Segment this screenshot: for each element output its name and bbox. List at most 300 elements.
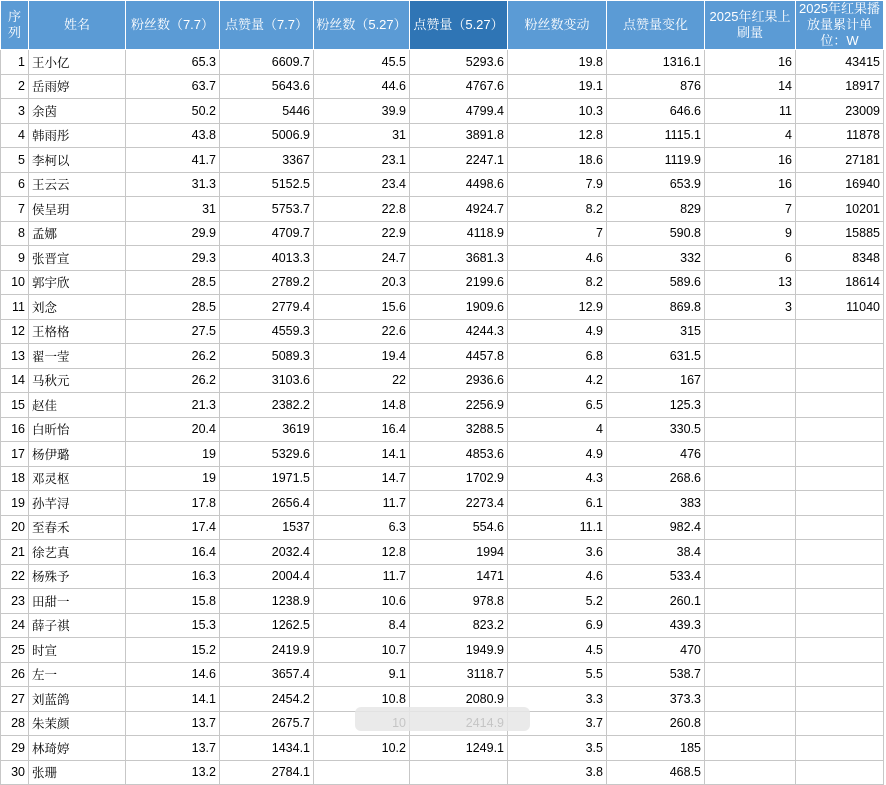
value-cell[interactable]: 260.1 xyxy=(607,589,705,614)
table-row[interactable] xyxy=(1,417,884,442)
value-cell[interactable]: 589.6 xyxy=(607,270,705,295)
value-cell[interactable] xyxy=(705,760,796,785)
value-cell[interactable]: 1971.5 xyxy=(220,466,314,491)
value-cell[interactable]: 4.3 xyxy=(508,466,607,491)
value-cell[interactable] xyxy=(705,687,796,712)
value-cell[interactable]: 3 xyxy=(705,295,796,320)
row-index-cell[interactable]: 14 xyxy=(1,368,29,393)
value-cell[interactable]: 27181 xyxy=(796,148,884,173)
value-cell[interactable]: 533.4 xyxy=(607,564,705,589)
value-cell[interactable]: 45.5 xyxy=(314,50,410,75)
table-row[interactable] xyxy=(1,564,884,589)
value-cell[interactable] xyxy=(796,515,884,540)
name-cell[interactable]: 白昕怡 xyxy=(29,417,126,442)
value-cell[interactable] xyxy=(796,368,884,393)
value-cell[interactable]: 18.6 xyxy=(508,148,607,173)
value-cell[interactable]: 2936.6 xyxy=(410,368,508,393)
value-cell[interactable] xyxy=(796,540,884,565)
value-cell[interactable] xyxy=(410,760,508,785)
value-cell[interactable]: 12.8 xyxy=(508,123,607,148)
name-cell[interactable]: 赵佳 xyxy=(29,393,126,418)
column-header[interactable]: 姓名 xyxy=(29,1,126,50)
value-cell[interactable]: 65.3 xyxy=(126,50,220,75)
value-cell[interactable]: 28.5 xyxy=(126,270,220,295)
table-row[interactable] xyxy=(1,613,884,638)
value-cell[interactable]: 3.5 xyxy=(508,736,607,761)
value-cell[interactable]: 10.2 xyxy=(314,736,410,761)
value-cell[interactable]: 330.5 xyxy=(607,417,705,442)
value-cell[interactable]: 11.7 xyxy=(314,491,410,516)
value-cell[interactable] xyxy=(796,344,884,369)
value-cell[interactable]: 14.7 xyxy=(314,466,410,491)
table-row[interactable] xyxy=(1,270,884,295)
value-cell[interactable]: 1249.1 xyxy=(410,736,508,761)
value-cell[interactable]: 19.1 xyxy=(508,74,607,99)
value-cell[interactable]: 43415 xyxy=(796,50,884,75)
value-cell[interactable]: 383 xyxy=(607,491,705,516)
row-index-cell[interactable]: 6 xyxy=(1,172,29,197)
value-cell[interactable]: 6.8 xyxy=(508,344,607,369)
value-cell[interactable]: 125.3 xyxy=(607,393,705,418)
value-cell[interactable]: 31 xyxy=(126,197,220,222)
row-index-cell[interactable]: 11 xyxy=(1,295,29,320)
value-cell[interactable] xyxy=(705,368,796,393)
value-cell[interactable]: 439.3 xyxy=(607,613,705,638)
value-cell[interactable]: 14.1 xyxy=(126,687,220,712)
value-cell[interactable]: 3118.7 xyxy=(410,662,508,687)
value-cell[interactable]: 14.6 xyxy=(126,662,220,687)
value-cell[interactable]: 14.8 xyxy=(314,393,410,418)
row-index-cell[interactable]: 27 xyxy=(1,687,29,712)
value-cell[interactable]: 2784.1 xyxy=(220,760,314,785)
value-cell[interactable] xyxy=(796,417,884,442)
name-cell[interactable]: 孙芊浔 xyxy=(29,491,126,516)
table-row[interactable] xyxy=(1,638,884,663)
value-cell[interactable]: 6.1 xyxy=(508,491,607,516)
name-cell[interactable]: 至春禾 xyxy=(29,515,126,540)
value-cell[interactable]: 476 xyxy=(607,442,705,467)
value-cell[interactable]: 2675.7 xyxy=(220,711,314,736)
table-row[interactable] xyxy=(1,736,884,761)
value-cell[interactable]: 22.8 xyxy=(314,197,410,222)
value-cell[interactable]: 23.4 xyxy=(314,172,410,197)
name-cell[interactable]: 翟一莹 xyxy=(29,344,126,369)
name-cell[interactable]: 刘念 xyxy=(29,295,126,320)
value-cell[interactable]: 63.7 xyxy=(126,74,220,99)
table-row[interactable] xyxy=(1,246,884,271)
value-cell[interactable] xyxy=(796,564,884,589)
table-row[interactable] xyxy=(1,344,884,369)
value-cell[interactable]: 5.5 xyxy=(508,662,607,687)
column-header[interactable]: 粉丝数（7.7） xyxy=(126,1,220,50)
row-index-cell[interactable]: 29 xyxy=(1,736,29,761)
value-cell[interactable]: 15.8 xyxy=(126,589,220,614)
value-cell[interactable]: 6 xyxy=(705,246,796,271)
name-cell[interactable]: 岳雨婷 xyxy=(29,74,126,99)
value-cell[interactable]: 3.7 xyxy=(508,711,607,736)
value-cell[interactable]: 5753.7 xyxy=(220,197,314,222)
name-cell[interactable]: 王格格 xyxy=(29,319,126,344)
value-cell[interactable]: 6.9 xyxy=(508,613,607,638)
value-cell[interactable]: 167 xyxy=(607,368,705,393)
value-cell[interactable]: 38.4 xyxy=(607,540,705,565)
table-row[interactable] xyxy=(1,295,884,320)
value-cell[interactable]: 19 xyxy=(126,466,220,491)
table-row[interactable] xyxy=(1,589,884,614)
value-cell[interactable]: 4.6 xyxy=(508,246,607,271)
value-cell[interactable]: 4498.6 xyxy=(410,172,508,197)
row-index-cell[interactable]: 9 xyxy=(1,246,29,271)
value-cell[interactable]: 7.9 xyxy=(508,172,607,197)
value-cell[interactable]: 5293.6 xyxy=(410,50,508,75)
value-cell[interactable]: 332 xyxy=(607,246,705,271)
value-cell[interactable]: 5446 xyxy=(220,99,314,124)
table-row[interactable] xyxy=(1,515,884,540)
value-cell[interactable]: 16 xyxy=(705,148,796,173)
name-cell[interactable]: 时宣 xyxy=(29,638,126,663)
column-header[interactable]: 点赞量变化 xyxy=(607,1,705,50)
row-index-cell[interactable]: 25 xyxy=(1,638,29,663)
row-index-cell[interactable]: 23 xyxy=(1,589,29,614)
value-cell[interactable]: 4244.3 xyxy=(410,319,508,344)
value-cell[interactable]: 5.2 xyxy=(508,589,607,614)
value-cell[interactable]: 185 xyxy=(607,736,705,761)
value-cell[interactable]: 12.8 xyxy=(314,540,410,565)
value-cell[interactable]: 11 xyxy=(705,99,796,124)
row-index-cell[interactable]: 4 xyxy=(1,123,29,148)
value-cell[interactable]: 2789.2 xyxy=(220,270,314,295)
value-cell[interactable]: 4 xyxy=(508,417,607,442)
value-cell[interactable]: 4.9 xyxy=(508,319,607,344)
value-cell[interactable] xyxy=(796,319,884,344)
value-cell[interactable]: 260.8 xyxy=(607,711,705,736)
value-cell[interactable] xyxy=(705,442,796,467)
value-cell[interactable]: 16.4 xyxy=(126,540,220,565)
value-cell[interactable]: 18614 xyxy=(796,270,884,295)
name-cell[interactable]: 左一 xyxy=(29,662,126,687)
value-cell[interactable]: 29.9 xyxy=(126,221,220,246)
name-cell[interactable]: 林琦婷 xyxy=(29,736,126,761)
value-cell[interactable]: 11040 xyxy=(796,295,884,320)
value-cell[interactable]: 3619 xyxy=(220,417,314,442)
value-cell[interactable]: 11878 xyxy=(796,123,884,148)
value-cell[interactable]: 22.6 xyxy=(314,319,410,344)
value-cell[interactable]: 22 xyxy=(314,368,410,393)
value-cell[interactable]: 1537 xyxy=(220,515,314,540)
table-row[interactable] xyxy=(1,197,884,222)
value-cell[interactable]: 17.8 xyxy=(126,491,220,516)
value-cell[interactable]: 3.3 xyxy=(508,687,607,712)
value-cell[interactable]: 10201 xyxy=(796,197,884,222)
value-cell[interactable]: 2779.4 xyxy=(220,295,314,320)
value-cell[interactable] xyxy=(796,736,884,761)
row-index-cell[interactable]: 7 xyxy=(1,197,29,222)
value-cell[interactable]: 3367 xyxy=(220,148,314,173)
value-cell[interactable]: 23009 xyxy=(796,99,884,124)
value-cell[interactable]: 4457.8 xyxy=(410,344,508,369)
value-cell[interactable]: 869.8 xyxy=(607,295,705,320)
value-cell[interactable] xyxy=(796,589,884,614)
value-cell[interactable]: 10.8 xyxy=(314,687,410,712)
name-cell[interactable]: 杨伊璐 xyxy=(29,442,126,467)
value-cell[interactable] xyxy=(796,760,884,785)
value-cell[interactable] xyxy=(705,638,796,663)
table-row[interactable] xyxy=(1,123,884,148)
value-cell[interactable]: 2247.1 xyxy=(410,148,508,173)
column-header[interactable]: 2025年红果上刷量 xyxy=(705,1,796,50)
value-cell[interactable]: 2004.4 xyxy=(220,564,314,589)
value-cell[interactable] xyxy=(796,466,884,491)
value-cell[interactable]: 19 xyxy=(126,442,220,467)
value-cell[interactable]: 646.6 xyxy=(607,99,705,124)
table-row[interactable] xyxy=(1,393,884,418)
table-row[interactable] xyxy=(1,368,884,393)
row-index-cell[interactable]: 17 xyxy=(1,442,29,467)
value-cell[interactable] xyxy=(705,515,796,540)
value-cell[interactable]: 9 xyxy=(705,221,796,246)
table-row[interactable] xyxy=(1,50,884,75)
row-index-cell[interactable]: 12 xyxy=(1,319,29,344)
value-cell[interactable]: 3.6 xyxy=(508,540,607,565)
value-cell[interactable]: 5006.9 xyxy=(220,123,314,148)
column-header[interactable]: 2025年红果播放量累计单位：W xyxy=(796,1,884,50)
value-cell[interactable]: 44.6 xyxy=(314,74,410,99)
value-cell[interactable] xyxy=(705,344,796,369)
value-cell[interactable]: 26.2 xyxy=(126,344,220,369)
value-cell[interactable]: 3.8 xyxy=(508,760,607,785)
value-cell[interactable]: 4118.9 xyxy=(410,221,508,246)
value-cell[interactable]: 3657.4 xyxy=(220,662,314,687)
name-cell[interactable]: 张晋宣 xyxy=(29,246,126,271)
name-cell[interactable]: 马秋元 xyxy=(29,368,126,393)
row-index-cell[interactable]: 30 xyxy=(1,760,29,785)
row-index-cell[interactable]: 24 xyxy=(1,613,29,638)
value-cell[interactable]: 590.8 xyxy=(607,221,705,246)
name-cell[interactable]: 李柯以 xyxy=(29,148,126,173)
value-cell[interactable] xyxy=(796,393,884,418)
table-row[interactable] xyxy=(1,172,884,197)
column-header[interactable]: 序列 xyxy=(1,1,29,50)
value-cell[interactable]: 5643.6 xyxy=(220,74,314,99)
name-cell[interactable]: 刘蓝鸽 xyxy=(29,687,126,712)
table-row[interactable] xyxy=(1,221,884,246)
table-row[interactable] xyxy=(1,760,884,785)
column-header[interactable]: 点赞量（5.27） xyxy=(410,1,508,50)
value-cell[interactable]: 4.6 xyxy=(508,564,607,589)
value-cell[interactable]: 6609.7 xyxy=(220,50,314,75)
name-cell[interactable]: 邓灵枢 xyxy=(29,466,126,491)
value-cell[interactable]: 468.5 xyxy=(607,760,705,785)
value-cell[interactable]: 7 xyxy=(508,221,607,246)
value-cell[interactable]: 16.4 xyxy=(314,417,410,442)
row-index-cell[interactable]: 26 xyxy=(1,662,29,687)
value-cell[interactable] xyxy=(705,662,796,687)
row-index-cell[interactable]: 15 xyxy=(1,393,29,418)
value-cell[interactable]: 4799.4 xyxy=(410,99,508,124)
value-cell[interactable]: 8.2 xyxy=(508,197,607,222)
value-cell[interactable]: 19.8 xyxy=(508,50,607,75)
name-cell[interactable]: 薛子祺 xyxy=(29,613,126,638)
row-index-cell[interactable]: 20 xyxy=(1,515,29,540)
value-cell[interactable]: 2256.9 xyxy=(410,393,508,418)
value-cell[interactable]: 2032.4 xyxy=(220,540,314,565)
value-cell[interactable] xyxy=(796,687,884,712)
value-cell[interactable] xyxy=(705,491,796,516)
value-cell[interactable]: 43.8 xyxy=(126,123,220,148)
value-cell[interactable]: 22.9 xyxy=(314,221,410,246)
value-cell[interactable]: 20.4 xyxy=(126,417,220,442)
value-cell[interactable]: 14 xyxy=(705,74,796,99)
value-cell[interactable]: 11.7 xyxy=(314,564,410,589)
value-cell[interactable]: 1316.1 xyxy=(607,50,705,75)
name-cell[interactable]: 朱茉颜 xyxy=(29,711,126,736)
value-cell[interactable]: 4 xyxy=(705,123,796,148)
value-cell[interactable]: 13.7 xyxy=(126,711,220,736)
value-cell[interactable]: 2080.9 xyxy=(410,687,508,712)
value-cell[interactable]: 50.2 xyxy=(126,99,220,124)
value-cell[interactable] xyxy=(796,638,884,663)
value-cell[interactable]: 21.3 xyxy=(126,393,220,418)
row-index-cell[interactable]: 21 xyxy=(1,540,29,565)
value-cell[interactable]: 1115.1 xyxy=(607,123,705,148)
value-cell[interactable] xyxy=(314,760,410,785)
value-cell[interactable]: 10.7 xyxy=(314,638,410,663)
value-cell[interactable]: 18917 xyxy=(796,74,884,99)
value-cell[interactable]: 5329.6 xyxy=(220,442,314,467)
row-index-cell[interactable]: 19 xyxy=(1,491,29,516)
value-cell[interactable]: 13.7 xyxy=(126,736,220,761)
value-cell[interactable]: 4559.3 xyxy=(220,319,314,344)
row-index-cell[interactable]: 22 xyxy=(1,564,29,589)
value-cell[interactable] xyxy=(796,442,884,467)
value-cell[interactable]: 31.3 xyxy=(126,172,220,197)
table-row[interactable] xyxy=(1,466,884,491)
value-cell[interactable]: 4.9 xyxy=(508,442,607,467)
name-cell[interactable]: 王云云 xyxy=(29,172,126,197)
value-cell[interactable]: 4709.7 xyxy=(220,221,314,246)
table-row[interactable] xyxy=(1,99,884,124)
value-cell[interactable]: 16.3 xyxy=(126,564,220,589)
value-cell[interactable]: 3681.3 xyxy=(410,246,508,271)
value-cell[interactable]: 1119.9 xyxy=(607,148,705,173)
name-cell[interactable]: 徐艺真 xyxy=(29,540,126,565)
value-cell[interactable]: 15885 xyxy=(796,221,884,246)
value-cell[interactable]: 1994 xyxy=(410,540,508,565)
value-cell[interactable]: 15.6 xyxy=(314,295,410,320)
name-cell[interactable]: 孟娜 xyxy=(29,221,126,246)
value-cell[interactable]: 1262.5 xyxy=(220,613,314,638)
value-cell[interactable] xyxy=(705,589,796,614)
value-cell[interactable]: 31 xyxy=(314,123,410,148)
value-cell[interactable]: 4.5 xyxy=(508,638,607,663)
value-cell[interactable]: 7 xyxy=(705,197,796,222)
value-cell[interactable]: 2273.4 xyxy=(410,491,508,516)
value-cell[interactable]: 2382.2 xyxy=(220,393,314,418)
value-cell[interactable] xyxy=(796,662,884,687)
table-row[interactable] xyxy=(1,442,884,467)
value-cell[interactable]: 5152.5 xyxy=(220,172,314,197)
row-index-cell[interactable]: 3 xyxy=(1,99,29,124)
value-cell[interactable]: 2454.2 xyxy=(220,687,314,712)
value-cell[interactable] xyxy=(796,491,884,516)
value-cell[interactable]: 4767.6 xyxy=(410,74,508,99)
row-index-cell[interactable]: 10 xyxy=(1,270,29,295)
value-cell[interactable]: 10.6 xyxy=(314,589,410,614)
value-cell[interactable]: 4924.7 xyxy=(410,197,508,222)
value-cell[interactable]: 268.6 xyxy=(607,466,705,491)
value-cell[interactable]: 1434.1 xyxy=(220,736,314,761)
value-cell[interactable]: 28.5 xyxy=(126,295,220,320)
value-cell[interactable]: 373.3 xyxy=(607,687,705,712)
value-cell[interactable] xyxy=(705,319,796,344)
value-cell[interactable]: 29.3 xyxy=(126,246,220,271)
value-cell[interactable] xyxy=(796,613,884,638)
value-cell[interactable]: 20.3 xyxy=(314,270,410,295)
value-cell[interactable] xyxy=(705,711,796,736)
value-cell[interactable]: 41.7 xyxy=(126,148,220,173)
row-index-cell[interactable]: 1 xyxy=(1,50,29,75)
value-cell[interactable] xyxy=(705,393,796,418)
table-row[interactable] xyxy=(1,540,884,565)
value-cell[interactable]: 982.4 xyxy=(607,515,705,540)
value-cell[interactable]: 823.2 xyxy=(410,613,508,638)
value-cell[interactable]: 13.2 xyxy=(126,760,220,785)
name-cell[interactable]: 王小亿 xyxy=(29,50,126,75)
value-cell[interactable]: 15.3 xyxy=(126,613,220,638)
value-cell[interactable] xyxy=(705,540,796,565)
value-cell[interactable]: 16 xyxy=(705,50,796,75)
value-cell[interactable]: 1238.9 xyxy=(220,589,314,614)
value-cell[interactable]: 2419.9 xyxy=(220,638,314,663)
table-row[interactable] xyxy=(1,74,884,99)
value-cell[interactable]: 829 xyxy=(607,197,705,222)
name-cell[interactable]: 郭宇欣 xyxy=(29,270,126,295)
value-cell[interactable]: 653.9 xyxy=(607,172,705,197)
value-cell[interactable]: 15.2 xyxy=(126,638,220,663)
value-cell[interactable]: 17.4 xyxy=(126,515,220,540)
value-cell[interactable]: 4013.3 xyxy=(220,246,314,271)
value-cell[interactable]: 1471 xyxy=(410,564,508,589)
row-index-cell[interactable]: 16 xyxy=(1,417,29,442)
value-cell[interactable]: 315 xyxy=(607,319,705,344)
name-cell[interactable]: 侯呈玥 xyxy=(29,197,126,222)
value-cell[interactable]: 4.2 xyxy=(508,368,607,393)
value-cell[interactable]: 5089.3 xyxy=(220,344,314,369)
value-cell[interactable]: 3103.6 xyxy=(220,368,314,393)
name-cell[interactable]: 张珊 xyxy=(29,760,126,785)
value-cell[interactable]: 6.5 xyxy=(508,393,607,418)
row-index-cell[interactable]: 13 xyxy=(1,344,29,369)
row-index-cell[interactable]: 2 xyxy=(1,74,29,99)
name-cell[interactable]: 余茵 xyxy=(29,99,126,124)
value-cell[interactable]: 11.1 xyxy=(508,515,607,540)
value-cell[interactable] xyxy=(705,466,796,491)
value-cell[interactable]: 12.9 xyxy=(508,295,607,320)
value-cell[interactable]: 13 xyxy=(705,270,796,295)
value-cell[interactable] xyxy=(705,564,796,589)
value-cell[interactable]: 3891.8 xyxy=(410,123,508,148)
value-cell[interactable]: 876 xyxy=(607,74,705,99)
row-index-cell[interactable]: 8 xyxy=(1,221,29,246)
value-cell[interactable]: 26.2 xyxy=(126,368,220,393)
value-cell[interactable]: 16 xyxy=(705,172,796,197)
value-cell[interactable] xyxy=(705,613,796,638)
row-index-cell[interactable]: 18 xyxy=(1,466,29,491)
value-cell[interactable] xyxy=(705,417,796,442)
value-cell[interactable]: 1949.9 xyxy=(410,638,508,663)
table-row[interactable] xyxy=(1,148,884,173)
name-cell[interactable]: 韩雨彤 xyxy=(29,123,126,148)
